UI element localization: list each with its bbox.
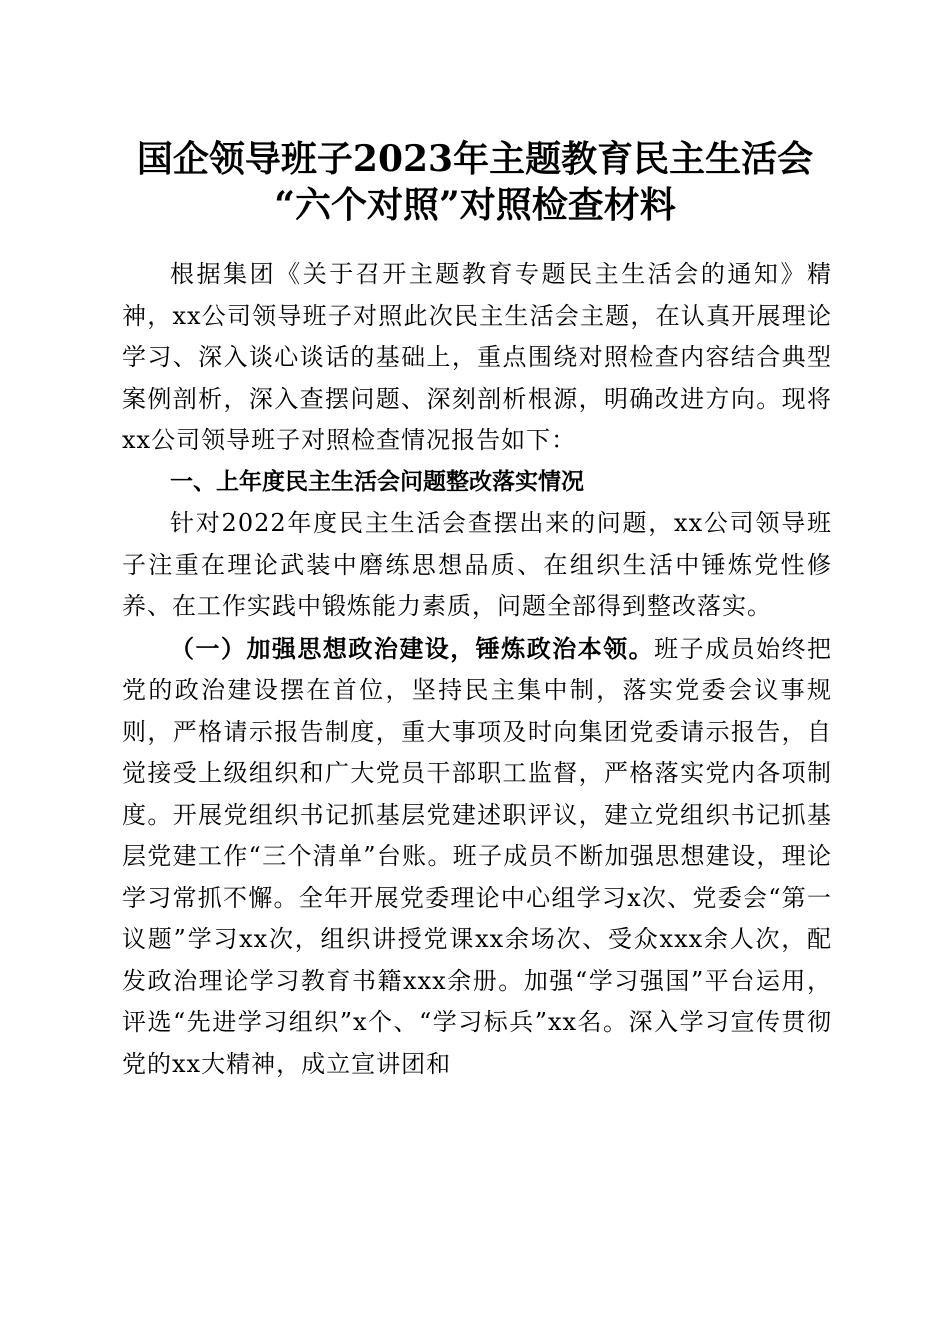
subsection-1-body: 班子成员始终把党的政治建设摆在首位，坚持民主集中制，落实党委会议事规则，严格请示报告制度，重大事项及时向集团党委请示报告，自觉接受上级组织和广大党员干部职工监督，严格落实党内各项制度。开展党组织书记抓基层党建述职评议，建立党组织书记抓基层党建工作“三个清单”台账。班子成员不断加强思想建设，理论学习常抓不懈。全年开展党委理论中心组学习x次、党委会“第一议题”学习xx次，组织讲授党课xx余场次、受众xxx余人次，配发政治理论学习教育书籍xxx余册。加强“学习强国”平台运用，评选“先进学习组织”x个、“学习标兵”xx名。深入学习宣传贯彻党的xx大精神，成立宣讲团和: [122, 634, 833, 1078]
subsection-1-lead: （一）加强思想政治建设，锤炼政治本领。: [170, 633, 655, 663]
document-title: [0, 136, 950, 228]
intro-paragraph: 根据集团《关于召开主题教育专题民主生活会的通知》精神，xx公司领导班子对照此次民主生活会主题，在认真开展理论学习、深入谈心谈话的基础上，重点围绕对照检查内容结合典型案例剖析，深入查摆问题、深刻剖析根源，明确改进方向。现将xx公司领导班子对照检查情况报告如下：: [122, 260, 832, 454]
document-body: [122, 254, 832, 1085]
subsection-1-paragraph: [122, 628, 832, 1086]
title-line-1: 国企领导班子2023年主题教育民主生活会: [136, 138, 814, 180]
section-1-paragraph: 针对2022年度民主生活会查摆出来的问题，xx公司领导班子注重在理论武装中磨练思想品质、在组织生活中锤炼党性修养、在工作实践中锻炼能力素质，问题全部得到整改落实。: [122, 509, 832, 620]
section-heading-1: 一、上年度民主生活会问题整改落实情况: [170, 468, 584, 495]
title-line-2: “六个对照”对照检查材料: [274, 184, 676, 226]
